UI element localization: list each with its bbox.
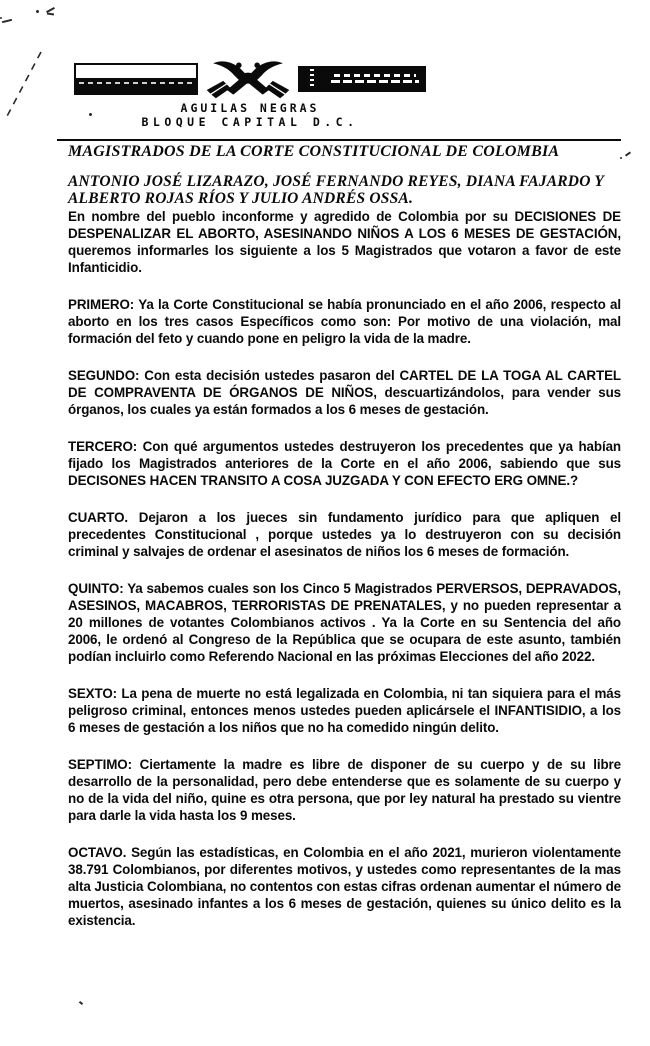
addressees-line-1: ANTONIO JOSÉ LIZARAZO, JOSÉ FERNANDO REYES, DIANA FAJARDO Y: [68, 173, 605, 190]
addressees-line-2: ALBERTO ROJAS RÍOS Y JULIO ANDRÉS OSSA.: [68, 189, 414, 207]
paragraph-label: SEGUNDO:: [68, 368, 140, 383]
paragraph-label: SEXTO:: [68, 686, 118, 701]
paragraph-sexto: [68, 685, 621, 736]
paragraph-septimo: [68, 756, 621, 824]
paragraph-label: PRIMERO:: [68, 297, 135, 312]
scan-artifact-mark: [79, 1001, 83, 1005]
scan-artifact-dot: [36, 10, 39, 13]
recipient-title: MAGISTRADOS DE LA CORTE CONSTITUCIONAL DE COLOMBIA: [68, 143, 560, 160]
paragraph-cuarto: [68, 509, 621, 560]
crossed-eagles-icon: [202, 57, 294, 101]
paragraph-text: Ya la Corte Constitucional se había pronunciado en el año 2006, respecto al aborto en los tres casos Específicos como son: Por motivo de una violación, mal formación del feto y cuando pone en peligro la vida de la madre.: [68, 297, 621, 346]
intro-paragraph: En nombre del pueblo inconforme y agredido de Colombia por su DECISIONES DE DESPENALIZAR EL ABORTO, ASESINANDO NIÑOS A LOS 6 MESES DE GESTACIÓN, queremos informarles los siguiente a los 5 Magistrados que votaron a favor de este Infanticidio.: [68, 209, 621, 275]
org-division: BLOQUE CAPITAL D.C.: [141, 115, 359, 129]
org-name: AGUILAS NEGRAS: [180, 101, 320, 115]
paragraph-label: TERCERO:: [68, 439, 138, 454]
paragraph-text: La pena de muerte no está legalizada en Colombia, ni tan siquiera para el más peligroso criminal, entonces menos ustedes pueden aplicársele el INFANTISIDIO, a los 6 meses de gestación a los niños que no ha comedido ningún delito.: [68, 686, 621, 735]
paragraph-text: Según las estadísticas, en Colombia en el año 2021, murieron violentamente 38.791 Colombianos, por diferentes motivos, y ustedes como representantes de la mas alta Justicia Colombiana, no contentos con estas cifras ordenan aumentar el número de muertos, asesinado infantes a los 6 meses de gestación, quienes su único delito es la existencia.: [68, 845, 621, 928]
paragraph-text: Ya sabemos cuales son los Cinco 5 Magistrados PERVERSOS, DEPRAVADOS, ASESINOS, MACABROS, TERRORISTAS DE PRENATALES, y no pueden representar a 20 millones de votantes Colombianos activos . Ya la Corte en su Sentencia del año 2006, le ordenó al Congreso de la República que se ocupara de este asunto, también podían incluirlo como Referendo Nacional en las próximas Elecciones del año 2022.: [68, 581, 621, 664]
paragraph-label: SEPTIMO:: [68, 757, 132, 772]
logo-flag-row: [76, 58, 424, 100]
paragraph-octavo: [68, 844, 621, 929]
paragraph-text: Con qué argumentos ustedes destruyeron los precedentes que ya habían fijado los Magistrados anteriores de la Corte en el año 2006, sabiendo que sus DECISONES HACEN TRANSITO A COSA JUZGADA Y CON EFECTO ERG OMNE.?: [68, 439, 622, 488]
paragraph-quinto: [68, 580, 621, 665]
paragraph-segundo: [68, 367, 621, 418]
scan-artifact-scratch: [0, 46, 48, 126]
black-banner-icon: [298, 66, 426, 92]
paragraph-tercero: [68, 438, 621, 489]
paragraph-text: Dejaron a los jueces sin fundamento jurídico para que apliquen el precedentes Constitucional , porque ustedes ya lo destruyeron con su decisión criminal y salvajes de ordenar el asesinatos de niños los 6 meses de formación.: [68, 510, 621, 559]
paragraph-text: Con esta decisión ustedes pasaron del CARTEL DE LA TOGA AL CARTEL DE COMPRAVENTA DE ÓRGANOS DE NIÑOS, descuartizándolos, para vender sus órganos, los cuales ya están formados a los 6 meses de gestación.: [68, 368, 621, 417]
paragraph-label: CUARTO.: [68, 510, 129, 525]
banner-dots: [310, 69, 314, 89]
two-band-flag-icon: [74, 63, 198, 95]
paragraph-primero: [68, 296, 621, 347]
addressees: [68, 174, 621, 207]
scan-artifact-mark: [2, 19, 12, 23]
paragraph-label: QUINTO:: [68, 581, 124, 596]
letter-body: [68, 174, 621, 929]
scan-artifact-mark: [47, 13, 54, 16]
scan-artifact-mark: [46, 7, 55, 13]
banner-text-line: [334, 74, 416, 77]
letterhead: [76, 58, 424, 129]
scan-artifact-dot: [0, 17, 2, 19]
banner-text-line: [331, 80, 419, 83]
paragraph-text: Ciertamente la madre es libre de disponer de su cuerpo y de su libre desarrollo de la personalidad, pero debe entenderse que es solamente de su cuerpo y no de la vida del niño, quine es otra persona, que por ley natural ha prestado su vientre para darle la vida hasta los 9 meses.: [68, 757, 621, 823]
paragraph-label: OCTAVO.: [68, 845, 127, 860]
title-divider: [57, 139, 621, 141]
